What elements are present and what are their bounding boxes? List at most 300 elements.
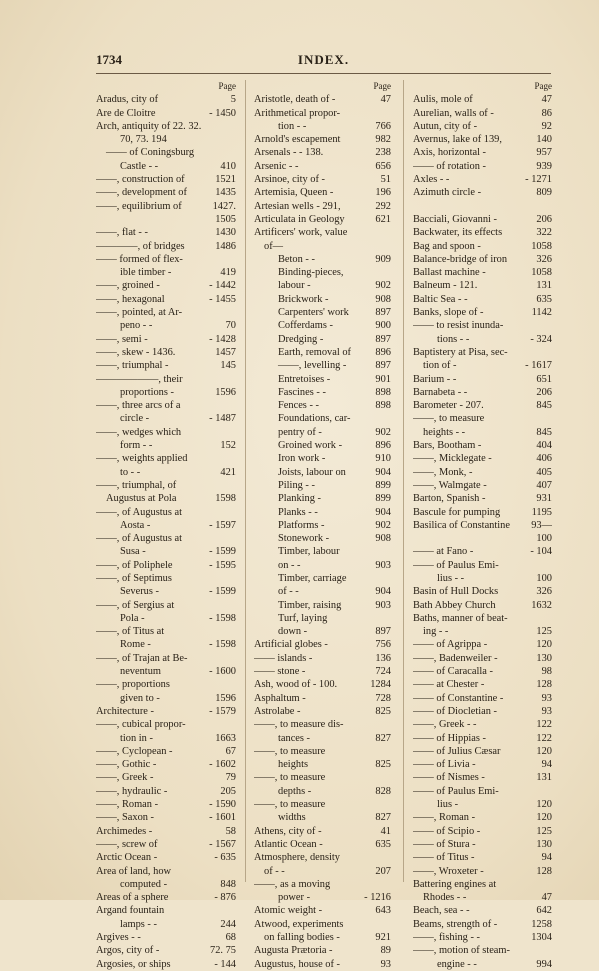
index-entry <box>254 825 391 838</box>
index-entry <box>413 346 552 359</box>
entry-page-ref: 128 <box>536 865 552 877</box>
entry-text: —— of Paulus Emi- <box>413 559 499 571</box>
entry-text: —— of Agrippa - <box>413 639 488 651</box>
entry-page-ref: 68 <box>225 932 236 943</box>
entry-page-ref: 642 <box>536 905 552 917</box>
entry-text: Atlantic Ocean - <box>254 838 323 850</box>
index-entry <box>96 359 236 372</box>
index-entry <box>254 705 391 718</box>
index-entry <box>254 333 391 346</box>
entry-text: pentry of - <box>278 426 322 438</box>
entry-text: ——, to measure <box>254 799 326 811</box>
entry-page-ref: 140 <box>536 134 552 146</box>
entry-page-ref: 656 <box>375 160 391 172</box>
index-entry <box>413 492 552 505</box>
index-entry <box>254 585 391 598</box>
index-entry <box>413 160 552 173</box>
entry-text: Foundations, car- <box>278 413 351 425</box>
entry-text: Earth, removal of <box>278 346 351 358</box>
entry-text: tion in - <box>120 732 153 744</box>
index-entry <box>413 439 552 452</box>
page-number: 1734 <box>96 52 122 67</box>
index-entry <box>254 891 391 904</box>
index-entry <box>413 931 552 944</box>
index-entry <box>96 279 236 292</box>
index-entry <box>96 173 236 186</box>
entry-page-ref: 122 <box>536 719 552 731</box>
entry-text: Arch, antiquity of 22. 32. <box>96 120 202 132</box>
entry-page-ref: 67 <box>225 745 236 757</box>
entry-page-ref: 131 <box>536 772 552 784</box>
index-entry <box>96 293 236 306</box>
index-entry <box>254 865 391 878</box>
entry-page-ref: 901 <box>375 373 391 385</box>
entry-text: ——, flat - - <box>96 227 148 239</box>
entry-text: Turf, laying <box>278 612 328 624</box>
index-entry <box>413 107 552 120</box>
index-entry <box>96 718 236 731</box>
index-entry <box>254 279 391 292</box>
index-entry <box>96 758 236 771</box>
index-entry <box>254 838 391 851</box>
entry-text: ——, to measure <box>254 772 326 784</box>
index-entry <box>96 891 236 904</box>
index-entry <box>96 865 236 878</box>
entry-text: ——, fishing - - <box>413 932 480 943</box>
entry-text: Atomic weight - <box>254 905 323 917</box>
entry-text: Fascines - - <box>278 386 326 398</box>
entry-page-ref: 1304 <box>531 932 552 943</box>
entry-page-ref: 897 <box>375 626 391 638</box>
entry-page-ref: - 1450 <box>209 107 236 119</box>
index-entry <box>413 213 552 226</box>
entry-page-ref: 47 <box>541 94 552 106</box>
entry-page-ref: 1142 <box>531 307 552 319</box>
entry-text: ——, of Augustus at <box>96 533 183 545</box>
entry-text: Argos, city of - <box>96 945 160 957</box>
entry-text: Carpenters' work <box>278 307 349 319</box>
index-entry <box>254 904 391 917</box>
entry-page-ref: 899 <box>375 479 391 491</box>
entry-text: proportions - <box>120 386 174 398</box>
entry-text: Artificers' work, value <box>254 227 348 239</box>
entry-page-ref: 809 <box>536 187 552 199</box>
entry-text: ——, weights applied <box>96 453 188 465</box>
entry-text: Platforms - <box>278 519 325 531</box>
entry-text: tion - - <box>278 120 307 132</box>
entry-page-ref: 92 <box>541 120 552 132</box>
entry-text: neventum <box>120 666 161 678</box>
entry-text: ——, to measure <box>254 745 326 757</box>
entry-page-ref: 897 <box>375 307 391 319</box>
entry-text: Architecture - <box>96 705 154 717</box>
index-entry <box>413 732 552 745</box>
entry-page-ref: 1058 <box>531 267 552 279</box>
entry-text: ——, semi - <box>96 333 148 345</box>
index-entry <box>96 373 236 386</box>
entry-text: ——, hexagonal <box>96 293 165 305</box>
page-column-heading <box>254 80 391 93</box>
index-entry <box>96 426 236 439</box>
entry-text: tions - - <box>437 333 470 345</box>
index-entry <box>413 918 552 931</box>
entry-text: Entretoises - <box>278 373 331 385</box>
index-entry <box>413 373 552 386</box>
index-entry <box>413 146 552 159</box>
entry-page-ref: 94 <box>541 852 552 864</box>
index-entry <box>413 173 552 186</box>
entry-text: —— of Stura - <box>413 838 476 850</box>
entry-page-ref: 93 <box>380 958 391 970</box>
index-entry <box>413 944 552 957</box>
entry-text: 70, 73. 194 <box>120 134 167 146</box>
entry-page-ref: - 1599 <box>209 586 236 598</box>
index-entry <box>413 559 552 572</box>
index-entry <box>254 120 391 133</box>
entry-text: Beams, strength of - <box>413 918 498 930</box>
entry-text: ——, as a moving <box>254 878 331 890</box>
entry-text: Fences - - <box>278 400 319 412</box>
entry-text: ing - - <box>423 626 449 638</box>
entry-page-ref: 405 <box>536 466 552 478</box>
index-entry <box>254 146 391 159</box>
entry-page-ref: 89 <box>380 945 391 957</box>
entry-text: ——, motion of steam- <box>413 945 510 957</box>
entry-text: of— <box>264 240 284 252</box>
entry-page-ref: 93 <box>541 705 552 717</box>
entry-text: of - - <box>264 865 285 877</box>
entry-page-ref: 1457 <box>215 346 236 358</box>
index-entry <box>254 625 391 638</box>
entry-page-ref: - 876 <box>214 892 236 904</box>
index-entry <box>413 585 552 598</box>
entry-page-ref: 903 <box>375 559 391 571</box>
index-entry <box>254 466 391 479</box>
entry-page-ref: 931 <box>536 493 552 505</box>
entry-page-ref: 828 <box>375 785 391 797</box>
entry-page-ref: 100 <box>536 572 552 584</box>
index-entry <box>254 785 391 798</box>
entry-page-ref: 406 <box>536 453 552 465</box>
entry-page-ref: - 1617 <box>525 360 552 372</box>
entry-text: ——, to measure dis- <box>254 719 344 731</box>
index-entry <box>413 798 552 811</box>
entry-text: ——, levelling - <box>278 360 347 372</box>
entry-text: —— of Titus - <box>413 852 475 864</box>
entry-page-ref: 1258 <box>531 918 552 930</box>
index-entry <box>254 599 391 612</box>
entry-text: —— of Hippias - <box>413 732 487 744</box>
entry-text: Barium - - <box>413 373 457 385</box>
entry-page-ref: Page <box>534 81 552 91</box>
entry-text: ——, Gothic - <box>96 759 157 771</box>
index-entry <box>413 811 552 824</box>
entry-page-ref: 902 <box>375 519 391 531</box>
index-entry <box>254 652 391 665</box>
entry-text: ible timber - <box>120 267 172 279</box>
entry-text: Timber, carriage <box>278 572 347 584</box>
entry-text: Joists, labour on <box>278 466 346 478</box>
entry-text: ——, equilibrium of <box>96 200 182 212</box>
index-entry <box>96 319 236 332</box>
index-entry <box>254 506 391 519</box>
entry-text: Archimedes - <box>96 825 153 837</box>
index-entry <box>413 599 552 612</box>
index-entry <box>254 878 391 891</box>
entry-page-ref: 1058 <box>531 240 552 252</box>
entry-page-ref: 120 <box>536 639 552 651</box>
index-entry <box>96 838 236 851</box>
entry-text: Arctic Ocean - <box>96 852 158 864</box>
index-entry <box>96 186 236 199</box>
entry-page-ref: 1195 <box>531 506 552 518</box>
entry-text: Basilica of Constantine <box>413 519 510 531</box>
index-entry <box>96 93 236 106</box>
index-entry <box>413 678 552 691</box>
entry-text: ——————, their <box>96 373 183 385</box>
entry-text: —— at Chester - <box>413 679 485 691</box>
entry-page-ref: 93— <box>531 519 552 531</box>
entry-page-ref: 1521 <box>215 174 236 186</box>
entry-text: peno - - <box>120 320 153 332</box>
index-entry <box>413 532 552 545</box>
entry-text: Baptistery at Pisa, sec- <box>413 346 508 358</box>
entry-text: ——, to measure <box>413 413 485 425</box>
entry-page-ref: 845 <box>536 400 552 412</box>
index-entry <box>413 240 552 253</box>
index-entry <box>254 200 391 213</box>
index-entry <box>96 466 236 479</box>
index-entry <box>254 452 391 465</box>
entry-page-ref: 238 <box>375 147 391 159</box>
index-entry <box>254 931 391 944</box>
entry-page-ref: 756 <box>375 639 391 651</box>
entry-page-ref: Page <box>218 81 236 91</box>
index-entry <box>254 665 391 678</box>
entry-page-ref: 125 <box>536 825 552 837</box>
entry-text: ——, Roman - <box>96 799 159 811</box>
entry-page-ref: 900 <box>375 320 391 332</box>
index-entry <box>96 625 236 638</box>
entry-text: Avernus, lake of 139, <box>413 134 502 146</box>
entry-text: ——, wedges which <box>96 426 182 438</box>
entry-text: Argosies, or ships <box>96 958 171 970</box>
entry-text: circle - <box>120 413 150 425</box>
entry-text: ————, of bridges <box>96 240 185 252</box>
index-entry <box>413 612 552 625</box>
index-entry <box>413 519 552 532</box>
entry-page-ref: 322 <box>536 227 552 239</box>
entry-page-ref: 128 <box>536 679 552 691</box>
index-entry <box>413 279 552 292</box>
entry-page-ref: 1505 <box>215 213 236 225</box>
entry-text: Planks - - <box>278 506 318 518</box>
entry-page-ref: 404 <box>536 440 552 452</box>
entry-page-ref: 908 <box>375 293 391 305</box>
entry-text: Backwater, its effects <box>413 227 503 239</box>
index-entry <box>254 745 391 758</box>
entry-page-ref: 326 <box>536 253 552 265</box>
entry-page-ref: 41 <box>380 825 391 837</box>
index-entry <box>96 612 236 625</box>
entry-text: Athens, city of - <box>254 825 322 837</box>
index-entry <box>96 732 236 745</box>
index-entry <box>413 253 552 266</box>
entry-text: ——, of Septimus <box>96 572 172 584</box>
index-entry <box>96 266 236 279</box>
entry-text: Baltic Sea - - <box>413 293 468 305</box>
entry-text: Arsinoe, city of - <box>254 174 325 186</box>
index-entry <box>413 692 552 705</box>
entry-text: —— of Caracalla - <box>413 666 493 678</box>
index-entry <box>254 439 391 452</box>
entry-page-ref: 130 <box>536 652 552 664</box>
index-entry <box>254 732 391 745</box>
entry-page-ref: - 1442 <box>209 280 236 292</box>
entry-text: ——, of Poliphele <box>96 559 173 571</box>
index-entry <box>254 386 391 399</box>
index-entry <box>254 572 391 585</box>
entry-text: Cofferdams - <box>278 320 333 332</box>
entry-text: —— formed of flex- <box>96 253 183 265</box>
entry-page-ref: 994 <box>536 958 552 970</box>
index-entry <box>96 678 236 691</box>
entry-text: Stonework - <box>278 533 330 545</box>
entry-text: Balance-bridge of iron <box>413 253 508 265</box>
index-entry <box>96 851 236 864</box>
entry-text: Azimuth circle - <box>413 187 482 199</box>
entry-text: Ash, wood of - 100. <box>254 679 338 691</box>
index-entry <box>254 479 391 492</box>
index-column-2 <box>254 80 391 971</box>
entry-text: lamps - - <box>120 918 157 930</box>
entry-text: depths - <box>278 785 312 797</box>
entry-text: Artesian wells - 291, <box>254 200 341 212</box>
entry-text: ——, pointed, at Ar- <box>96 307 183 319</box>
index-entry <box>413 386 552 399</box>
entry-page-ref: 896 <box>375 346 391 358</box>
entry-page-ref: 651 <box>536 373 552 385</box>
entry-text: of - - <box>278 586 299 598</box>
index-entry <box>96 811 236 824</box>
entry-page-ref: 635 <box>536 293 552 305</box>
entry-text: ——, triumphal, of <box>96 479 177 491</box>
entry-page-ref: 70 <box>225 320 236 332</box>
entry-text: ——, Greek - <box>96 772 154 784</box>
index-entry <box>254 359 391 372</box>
entry-text: Autun, city of - <box>413 120 478 132</box>
entry-text: Articulata in Geology <box>254 213 345 225</box>
entry-text: Arsenic - - <box>254 160 299 172</box>
index-entry <box>413 891 552 904</box>
entry-page-ref: 79 <box>225 772 236 784</box>
entry-text: labour - <box>278 280 311 292</box>
entry-text: Axles - - <box>413 174 450 186</box>
entry-page-ref: - 1271 <box>525 174 552 186</box>
entry-page-ref: 152 <box>220 440 236 452</box>
entry-page-ref: 897 <box>375 333 391 345</box>
index-entry <box>96 412 236 425</box>
index-entry <box>413 904 552 917</box>
index-entry <box>254 173 391 186</box>
entry-page-ref: 98 <box>541 666 552 678</box>
entry-text: ——, Walmgate - <box>413 479 487 491</box>
entry-text: ——, three arcs of a <box>96 400 181 412</box>
index-entry <box>413 958 552 971</box>
entry-text: —— of Julius Cæsar <box>413 745 501 757</box>
entry-page-ref: 1663 <box>215 732 236 744</box>
entry-text: down - <box>278 626 308 638</box>
index-entry <box>413 426 552 439</box>
entry-page-ref: - 1601 <box>209 812 236 824</box>
entry-text: ——, development of <box>96 187 187 199</box>
entry-page-ref: - 1567 <box>209 838 236 850</box>
entry-text: Planking - <box>278 493 322 505</box>
index-entry <box>96 452 236 465</box>
index-entry <box>96 931 236 944</box>
entry-text: on falling bodies - <box>264 932 340 943</box>
index-entry <box>96 652 236 665</box>
entry-text: Arnold's escapement <box>254 134 341 146</box>
index-entry <box>413 506 552 519</box>
entry-text: Artificial globes - <box>254 639 328 651</box>
entry-text: Piling - - <box>278 479 315 491</box>
entry-page-ref: 1596 <box>215 386 236 398</box>
entry-text: Area of land, how <box>96 865 172 877</box>
entry-text: form - - <box>120 440 153 452</box>
page-header <box>96 52 551 72</box>
index-entry <box>254 107 391 120</box>
index-entry <box>254 293 391 306</box>
entry-text: Astrolabe - <box>254 705 301 717</box>
page-title: INDEX. <box>297 52 350 67</box>
entry-page-ref: - 1600 <box>209 666 236 678</box>
entry-page-ref: 131 <box>536 280 552 292</box>
index-entry <box>254 532 391 545</box>
entry-page-ref: 196 <box>375 187 391 199</box>
entry-page-ref: 903 <box>375 599 391 611</box>
entry-page-ref: 136 <box>375 652 391 664</box>
index-entry <box>96 692 236 705</box>
entry-text: —— of Nismes - <box>413 772 485 784</box>
entry-text: Argand fountain <box>96 905 165 917</box>
index-entry <box>254 545 391 558</box>
entry-text: heights - - <box>423 426 466 438</box>
index-entry <box>413 93 552 106</box>
entry-text: ——, Roman - <box>413 812 476 824</box>
entry-page-ref: 939 <box>536 160 552 172</box>
entry-page-ref: - 1455 <box>209 293 236 305</box>
entry-text: Augusta Prætoria - <box>254 945 333 957</box>
index-entry <box>413 771 552 784</box>
entry-page-ref: 207 <box>375 865 391 877</box>
entry-page-ref: 908 <box>375 533 391 545</box>
index-entry <box>96 771 236 784</box>
index-entry <box>413 412 552 425</box>
entry-page-ref: 621 <box>375 213 391 225</box>
entry-page-ref: 1598 <box>215 493 236 505</box>
entry-text: ——, Monk, - <box>413 466 473 478</box>
index-entry <box>254 93 391 106</box>
index-entry <box>254 412 391 425</box>
entry-page-ref: 145 <box>220 360 236 372</box>
entry-page-ref: 898 <box>375 400 391 412</box>
index-entry <box>254 771 391 784</box>
index-entry <box>254 612 391 625</box>
index-entry <box>254 266 391 279</box>
entry-text: Atwood, experiments <box>254 918 344 930</box>
entry-text: Barton, Spanish - <box>413 493 486 505</box>
